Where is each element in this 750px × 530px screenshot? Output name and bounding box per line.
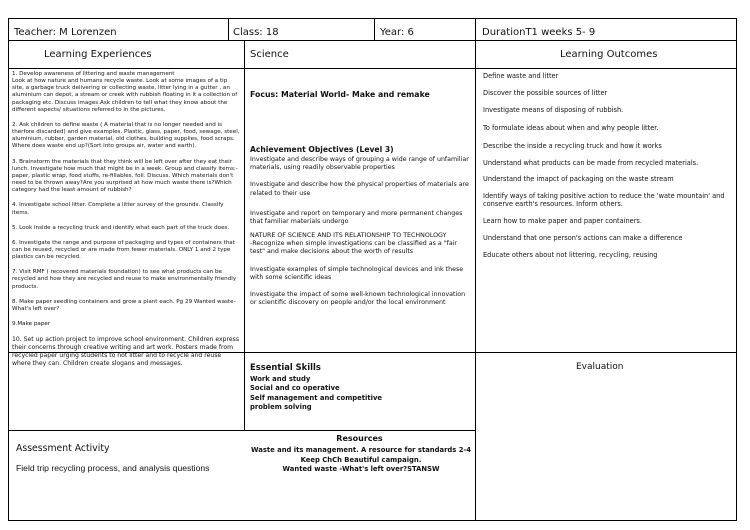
learning-experience-item: 5. Look inside a recycling truck and identify what each part of the truck does. <box>12 224 230 231</box>
outcome-item: Understand what products can be made from recycled materials. <box>483 158 699 167</box>
outcome-item: Describe the inside a recycling truck and how it works <box>483 141 662 150</box>
objective-item: Investigate and describe ways of grouping a wide range of unfamiliar materials, using readily observable properties <box>250 156 469 172</box>
assessment-title: Assessment Activity <box>16 443 110 454</box>
learning-experience-heading: 1. Develop awareness of littering and waste management <box>12 71 175 77</box>
learning-experience-item: 3. Brainstorm the materials that they think will be left over after they eat their lunch. Investigate how much that might be in a week. Group and classify items:- paper, plastic wrap, food stuffs, re-fillables, foil. Discuss. Which materials don't need to be thrown away?Are you surprised at how much waste there is?Which category had the least amount of rubbish? <box>12 158 238 194</box>
outcome-item: To formulate ideas about when and why people litter. <box>483 123 659 132</box>
title-row-divider <box>8 68 737 69</box>
learning-outcomes-list <box>483 73 733 260</box>
header-row-divider <box>8 40 737 41</box>
header-divider-2 <box>374 18 375 41</box>
essential-skills-list <box>250 375 382 413</box>
outcome-item: Investigate means of disposing of rubbish. <box>483 105 624 114</box>
learning-experiences-list <box>12 71 240 367</box>
lower-row-divider <box>8 430 475 431</box>
objective-item: NATURE OF SCIENCE AND ITS RELATIONSHIP TO TECHNOLOGY -Recognize when simple investigations can be classified as a "fair test" and make decisions about the worth of results <box>250 232 458 256</box>
outcome-item: Understand the imapct of packaging on the waste stream <box>483 175 674 184</box>
learning-experience-item: 9.Make paper <box>12 321 51 328</box>
table-border-left <box>8 18 9 521</box>
class-label: Class: 18 <box>233 27 279 38</box>
table-border-bottom <box>8 520 737 521</box>
learning-experience-item: 2. Ask children to define waste ( A material that is no longer needed and is therfore discarded) and give examples. Plastic, glass, paper, food, sewage, steel, aluminium, rubber, garden material, old clothes, building supplies, food scraps. Where does waste end up?(Sort into groups air, water and earth). <box>12 121 240 150</box>
skill-item: Social and co operative <box>250 384 340 393</box>
learning-experience-item: 6. Investigate the range and purpose of packaging and types of containers that can be reused, recycled or are made from fewer materials. ONLY 1 and 2 type plastics can be recycled. <box>12 239 235 261</box>
outcome-item: Learn how to make paper and paper containers. <box>483 217 642 226</box>
essential-skills-title: Essential Skills <box>250 362 321 372</box>
learning-experience-item: 8. Make paper seedling containers and grow a plant each. Pg 29 Wanted waste- What's left over? <box>12 298 236 312</box>
resource-item: Wanted waste -What's left over?STANSW <box>282 465 440 474</box>
assessment-text: Field trip recycling process, and analysis questions <box>16 463 210 473</box>
year-label: Year: 6 <box>380 27 414 38</box>
objective-item: Investigate examples of simple technological devices and ink these with some scientific ideas <box>250 265 464 281</box>
achievement-objectives-list <box>250 156 470 307</box>
column-divider-left <box>244 40 245 431</box>
skill-item: problem solving <box>250 403 312 412</box>
table-border-right <box>736 18 737 521</box>
objective-item: Investigate and report on temporary and more permanent changes that familiar materials undergo <box>250 209 463 225</box>
learning-outcomes-title: Learning Outcomes <box>560 49 658 60</box>
learning-experience-item: 7. Visit RMF ( recovered materials foundation) to see what products can be recycled and how they are recycled and reuse to make environmentally friendly products. <box>12 269 237 290</box>
science-focus: Focus: Material World- Make and remake <box>250 90 430 99</box>
duration-label: DurationT1 weeks 5- 9 <box>482 27 596 38</box>
outcome-item: Define waste and litter <box>483 72 559 80</box>
skill-item: Self management and competitive <box>250 393 382 402</box>
learning-experiences-title: Learning Experiences <box>44 49 152 60</box>
achievement-objectives-title: Achievement Objectives (Level 3) <box>250 145 394 154</box>
learning-experience-item: 10. Set up action project to improve school environment. Children express their concerns through creative writing and art work. Posters made from recycled paper urging students to not litter and to recycle and reuse where they can. Children create slogans and messages. <box>12 336 239 367</box>
outcome-item: Educate others about not littering, recycling, reusing <box>483 250 658 259</box>
objective-item: Investigate and describe how the physical properties of materials are related to their use <box>250 181 469 197</box>
objective-item: Investigate the impact of some well-known technological innovation or scientific discovery on people and/or the local environment <box>250 290 466 307</box>
evaluation-title: Evaluation <box>576 362 624 372</box>
learning-experience-item: 4. Investigate school litter. Complete a litter survey of the grounds. Classify items. <box>12 202 224 216</box>
teacher-label: Teacher: M Lorenzen <box>14 27 117 38</box>
resources-title: Resources <box>336 434 383 443</box>
outcome-item: Understand that one person's actions can make a difference <box>483 234 683 243</box>
resources-list <box>250 446 472 475</box>
table-border-top <box>8 18 737 19</box>
outcome-item: Identify ways of taking positive action to reduce the 'wate mountain' and conserve earth's resources. Inform others. <box>483 192 725 209</box>
column-divider-right <box>475 18 476 521</box>
learning-experience-item: Look at how nature and humans recycle waste. Look at some images of a tip site, a garbage truck delivering or collecting waste, litter lying in a gutter , an aluminium can depot, a stream or creek with rubbish floating in it a collection of packaging etc. Discuss images.Ask children to tell what they know about the different aspects/ situations referred to in the pictures. <box>12 78 238 113</box>
outcome-item: Discover the possible sources of litter <box>483 88 608 97</box>
skill-item: Work and study <box>250 375 311 383</box>
science-title: Science <box>250 49 289 60</box>
header-divider-1 <box>228 18 229 41</box>
resource-item: Waste and its management. A resource for standards 2-4 Keep ChCh Beautiful campaign. <box>251 446 471 464</box>
